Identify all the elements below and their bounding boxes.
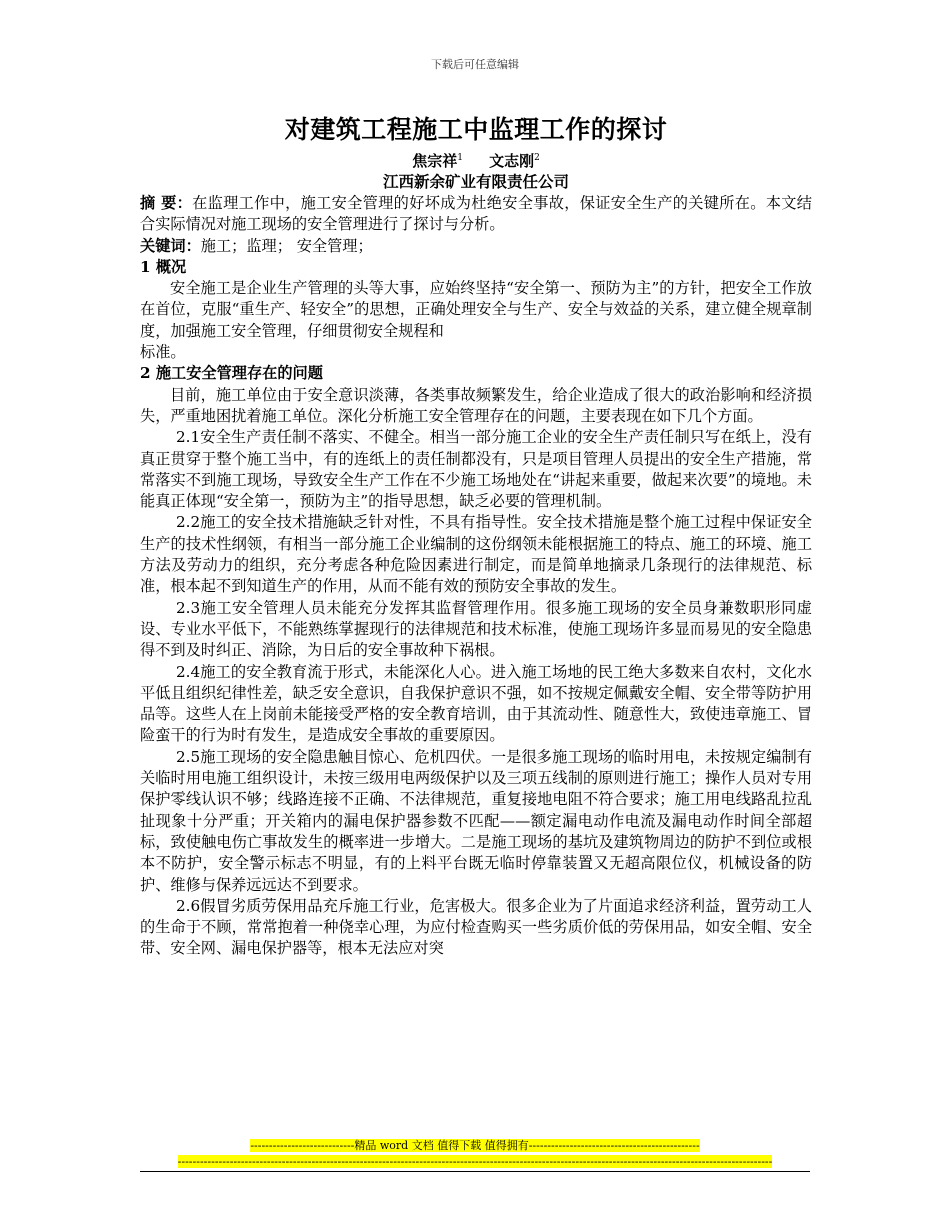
abstract bbox=[140, 193, 812, 236]
author-name: 焦宗祥 bbox=[412, 152, 458, 170]
body-paragraph: 2.5施工现场的安全隐患触目惊心、危机四伏。一是很多施工现场的临时用电，未按规定编制有关临时用电施工组织设计，未按三级用电两级保护以及三项五线制的原则进行施工；操作人员对专用保护零线认识不够；线路连接不正确、不法律规范，重复接地电阻不符合要求；施工用电线路乱拉乱扯现象十分严重；开关箱内的漏电保护器参数不匹配——额定漏电动作电流及漏电动作时间全部超标，致使触电伤亡事故发生的概率进一步增大。二是施工现场的基坑及建筑物周边的防护不到位或根本不防护，安全警示标志不明显，有的上料平台既无临时停靠装置又无超高限位仪，机械设备的防护、维修与保养远远达不到要求。 bbox=[140, 747, 812, 894]
body-paragraph: 安全施工是企业生产管理的头等大事，应始终坚持“安全第一、预防为主”的方针，把安全工作放在首位，克服“重生产、轻安全”的思想，正确处理安全与生产、安全与效益的关系，建立健全规章制度，加强施工安全管理，仔细贯彻安全规程和 bbox=[140, 279, 812, 340]
body-paragraph: 目前，施工单位由于安全意识淡薄，各类事故频繁发生，给企业造成了很大的政治影响和经济损失，严重地困扰着施工单位。深化分析施工安全管理存在的问题，主要表现在如下几个方面。 bbox=[140, 385, 812, 425]
footer-rule bbox=[140, 1171, 810, 1172]
keywords bbox=[140, 236, 812, 257]
footer-banner bbox=[0, 1139, 950, 1153]
body-paragraph: 标准。 bbox=[140, 343, 186, 362]
abstract-text: 在监理工作中，施工安全管理的好坏成为杜绝安全事故，保证安全生产的关键所在。本文结合实际情况对施工现场的安全管理进行了探讨与分析。 bbox=[140, 194, 812, 234]
header-note: 下载后可任意编辑 bbox=[431, 58, 519, 71]
keywords-text: 施工；监理； 安全管理； bbox=[200, 236, 373, 255]
abstract-label: 摘 要： bbox=[140, 194, 193, 212]
footer-dash-text: ---------------------------------------------------------------------------------------------------------------------------------------------------------------- bbox=[177, 1155, 773, 1168]
author-affiliation-mark: 1 bbox=[457, 153, 463, 163]
section-heading: 1 概况 bbox=[140, 257, 187, 276]
author-name: 文志刚 bbox=[489, 152, 535, 170]
body-paragraph: 2.3施工安全管理人员未能充分发挥其监督管理作用。很多施工现场的安全员身兼数职形同虚设、专业水平低下，不能熟练掌握现行的法律规范和技术标准，使施工现场许多显而易见的安全隐患得不到及时纠正、消除，为日后的安全事故种下祸根。 bbox=[140, 598, 812, 660]
author-affiliation-mark: 2 bbox=[534, 153, 540, 163]
document-body bbox=[140, 112, 812, 960]
body-paragraph: 2.1安全生产责任制不落实、不健全。相当一部分施工企业的安全生产责任制只写在纸上，没有真正贯穿于整个施工当中，有的连纸上的责任制都没有，只是项目管理人员提出的安全生产措施，常常落实不到施工现场，导致安全生产工作在不少施工场地处在“讲起来重要，做起来次要”的境地。未能真正体现“安全第一，预防为主”的指导思想，缺乏必要的管理机制。 bbox=[140, 428, 812, 511]
document-title: 对建筑工程施工中监理工作的探讨 bbox=[284, 115, 668, 144]
keywords-label: 关键词： bbox=[140, 236, 201, 255]
author-line bbox=[140, 148, 812, 171]
body-paragraph: 2.2施工的安全技术措施缺乏针对性，不具有指导性。安全技术措施是整个施工过程中保证安全生产的技术性纲领，有相当一部分施工企业编制的这份纲领未能根据施工的特点、施工的环境、施工方法及劳动力的组织，充分考虑各种危险因素进行制定，而是简单地摘录几条现行的法律规范、标准，根本起不到知道生产的作用，从而不能有效的预防安全事故的发生。 bbox=[140, 513, 812, 596]
section-heading: 2 施工安全管理存在的问题 bbox=[140, 364, 323, 383]
footer-banner-text: ----------------------------精品 word 文档 值得下载 值得拥有---------------------------------------------- bbox=[250, 1139, 700, 1152]
footer-dash-line bbox=[0, 1155, 950, 1169]
body-paragraph: 2.6假冒劣质劳保用品充斥施工行业，危害极大。很多企业为了片面追求经济利益，置劳动工人的生命于不顾，常常抱着一种侥幸心理，为应付检查购买一些劣质价低的劳保用品，如安全帽、安全带、安全网、漏电保护器等，根本无法应对突 bbox=[140, 896, 812, 958]
body-paragraph: 2.4施工的安全教育流于形式，未能深化人心。进入施工场地的民工绝大多数来自农村，文化水平低且组织纪律性差，缺乏安全意识，自我保护意识不强，如不按规定佩戴安全帽、安全带等防护用品等。这些人在上岗前未能接受严格的安全教育培训，由于其流动性、随意性大，致使违章施工、冒险蛮干的行为时有发生，是造成安全事故的重要原因。 bbox=[140, 662, 812, 745]
affiliation: 江西新余矿业有限责任公司 bbox=[382, 172, 569, 191]
